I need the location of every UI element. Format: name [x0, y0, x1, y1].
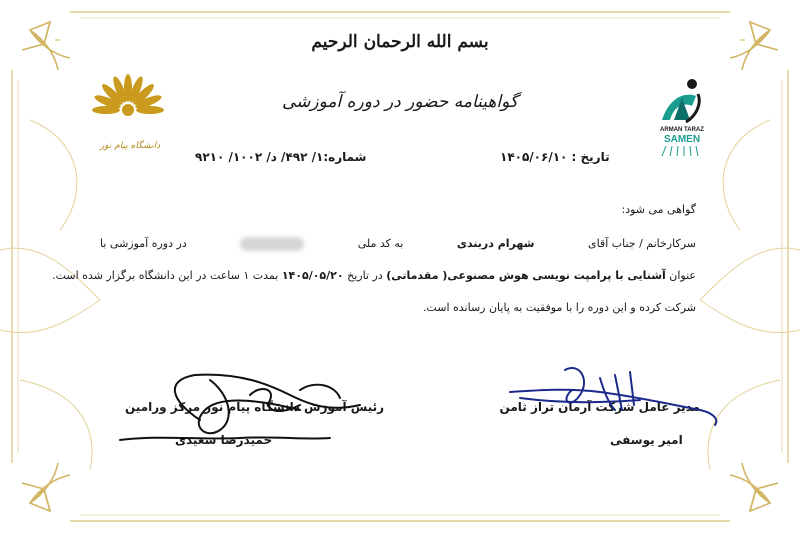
partner-logo-icon — [652, 76, 712, 160]
course-date: ۱۴۰۵/۰۵/۲۰ — [281, 269, 344, 282]
date-label: تاریخ : — [571, 150, 610, 164]
certificate-title: گواهینامه حضور در دوره آموزشی — [282, 92, 518, 112]
line1-national-id-label: به کد ملی — [357, 237, 404, 250]
line2-suffix: بمدت ۱ ساعت در این دانشگاه برگزار شده است. — [52, 269, 279, 282]
date-value: ۱۴۰۵/۰۶/۱۰ — [500, 150, 568, 164]
right-signatory-title: مدیر عامل شرکت آرمان تراز ثامن — [499, 400, 700, 414]
recipient-name: شهرام دربندی — [456, 237, 535, 250]
left-signatory-name: حمیدرضا سعیدی — [175, 433, 273, 447]
intro-text: گواهی می شود: — [621, 203, 696, 216]
number-value: ۱/ ۴۹۲/ د/ ۱۰۰۲/ ۹۲۱۰ — [195, 150, 324, 164]
line1-prefix: سرکارخانم / جناب آقای — [587, 237, 696, 250]
right-signatory-name: امیر یوسفی — [610, 433, 683, 447]
basmala-heading: بسم الله الرحمان الرحیم — [311, 32, 489, 52]
line2-date-label: در تاریخ — [347, 269, 383, 282]
redacted-national-id — [240, 237, 304, 251]
line2-prefix: عنوان — [669, 269, 696, 282]
left-signatory-title: رئیس آموزش دانشگاه پیام نور مرکز ورامین — [125, 400, 385, 414]
line1-suffix: در دوره آموزشی با — [100, 237, 187, 250]
body-line-2 — [52, 269, 696, 282]
number-label: شماره: — [323, 150, 367, 164]
course-title: آشنایی با پرامپت نویسی هوش مصنوعی( مقدماتی) — [386, 269, 666, 282]
partner-logo-bottom-text: SAMEN — [663, 134, 701, 145]
body-line-3: شرکت کرده و این دوره را با موفقیت به پایان رسانده است. — [422, 301, 696, 314]
university-logo-caption: دانشگاه پیام نور — [99, 141, 161, 151]
body-line-1 — [100, 237, 696, 251]
certificate-number — [195, 150, 366, 164]
university-logo-icon — [92, 70, 164, 142]
partner-logo-top-text: ARMAN TARAZ — [660, 127, 704, 133]
certificate-date — [500, 150, 610, 164]
